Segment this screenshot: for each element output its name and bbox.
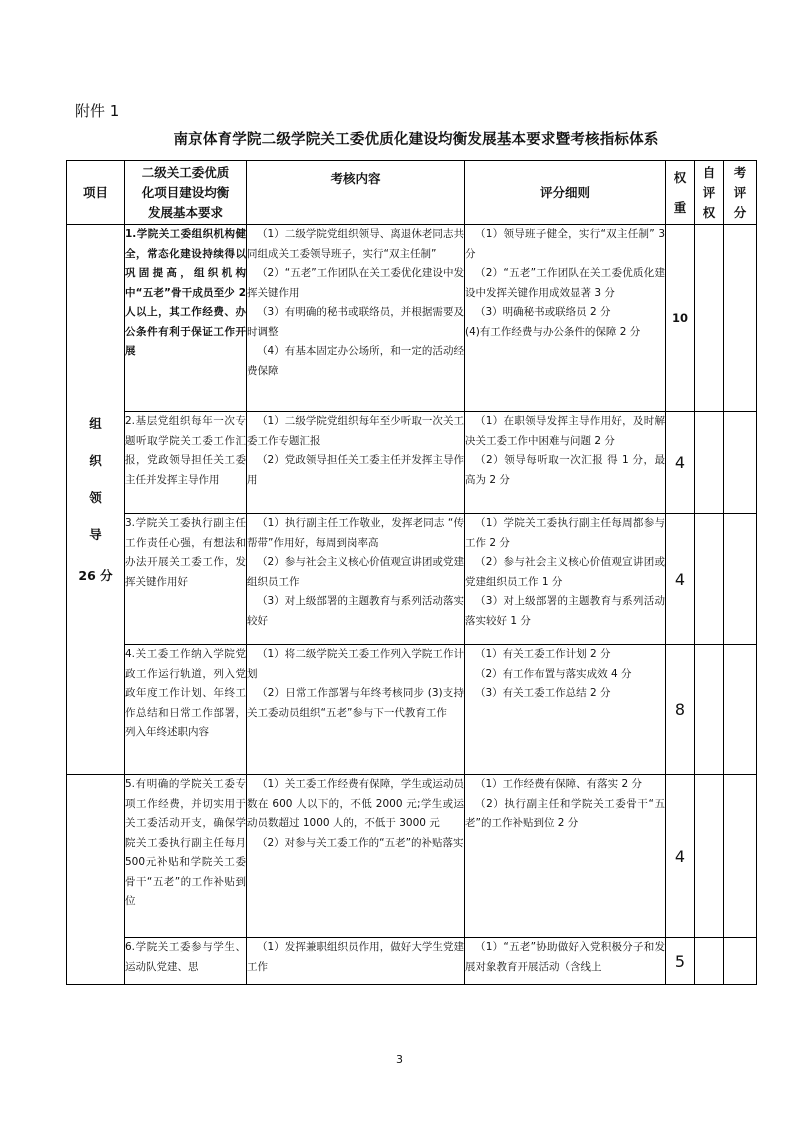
weight-cell: 5 xyxy=(666,938,695,985)
header-row xyxy=(67,161,757,225)
content-cell: （1）二级学院党组织领导、离退休老同志共同组成关工委领导班子，实行“双主任制” （2）“五老”工作团队在关工委优化建设中发挥关键作用 （3）有明确的秘书或联络员，并根据需要及时调整 （4）有基本固定办公场所，和一定的活动经费保障 xyxy=(247,225,465,412)
evaluation-table xyxy=(66,160,757,985)
header-weight: 权 重 xyxy=(666,161,695,225)
self-eval-cell[interactable] xyxy=(695,225,724,412)
page-number: 3 xyxy=(396,1053,403,1066)
weight-cell: 8 xyxy=(666,645,695,775)
table-row xyxy=(67,514,757,645)
eval-score-cell[interactable] xyxy=(724,938,757,985)
header-self-eval: 自 评 权 xyxy=(695,161,724,225)
detail-cell: （1）在职领导发挥主导作用好，及时解决关工委工作中困难与问题 2 分 （2）领导每听取一次汇报 得 1 分，最高为 2 分 xyxy=(465,412,666,514)
detail-cell: （1）工作经费有保障、有落实 2 分 （2）执行副主任和学院关工委骨干“五老”的工作补贴到位 2 分 xyxy=(465,775,666,938)
detail-cell: （1）“五老”协助做好入党积极分子和发展对象教育开展活动（含线上 xyxy=(465,938,666,985)
attachment-label: 附件 1 xyxy=(75,102,120,120)
header-eval-score: 考 评 分 xyxy=(724,161,757,225)
table-row xyxy=(67,775,757,938)
weight-cell: 4 xyxy=(666,775,695,938)
table-row xyxy=(67,938,757,985)
document-title: 南京体育学院二级学院关工委优质化建设均衡发展基本要求暨考核指标体系 xyxy=(173,132,659,148)
eval-score-cell[interactable] xyxy=(724,775,757,938)
eval-score-cell[interactable] xyxy=(724,645,757,775)
weight-cell: 10 xyxy=(666,225,695,412)
content-cell: （1）关工委工作经费有保障，学生或运动员数在 600 人以下的，不低 2000 元;学生或运动员数超过 1000 人的，不低于 3000 元 （2）对参与关工委工作的“五老”的补贴落实 xyxy=(247,775,465,938)
content-cell: （1）执行副主任工作敬业，发挥老同志 “传帮带”作用好，每周到岗率高 （2）参与社会主义核心价值观宣讲团或党建组织员工作 （3）对上级部署的主题教育与系列活动落实较好 xyxy=(247,514,465,645)
self-eval-cell[interactable] xyxy=(695,412,724,514)
table-row xyxy=(67,412,757,514)
content-cell: （1）将二级学院关工委工作列入学院工作计划 （2）日常工作部署与年终考核同步 (3)支持关工委动员组织“五老”参与下一代教育工作 xyxy=(247,645,465,775)
requirement-cell: 2.基层党组织每年一次专题听取学院关工委工作汇报，党政领导担任关工委主任并发挥主导作用 xyxy=(125,412,247,514)
self-eval-cell[interactable] xyxy=(695,514,724,645)
table-row xyxy=(67,645,757,775)
eval-score-cell[interactable] xyxy=(724,514,757,645)
content-cell: （1）二级学院党组织每年至少听取一次关工委工作专题汇报 （2）党政领导担任关工委主任并发挥主导作用 xyxy=(247,412,465,514)
content-cell: （1）发挥兼职组织员作用，做好大学生党建工作 xyxy=(247,938,465,985)
detail-cell: （1）领导班子健全，实行“双主任制” 3 分 （2）“五老”工作团队在关工委优质化建设中发挥关键作用成效显著 3 分 （3）明确秘书或联络员 2 分 (4)有工作经费与办公条件的保障 2 分 xyxy=(465,225,666,412)
header-requirement: 二级关工委优质 化项目建设均衡 发展基本要求 xyxy=(125,161,247,225)
table-row xyxy=(67,225,757,412)
project-cell-empty xyxy=(67,775,125,985)
requirement-cell: 5.有明确的学院关工委专项工作经费，并切实用于关工委活动开支，确保学院关工委执行副主任每月 500元补贴和学院关工委骨干“五老”的工作补贴到位 xyxy=(125,775,247,938)
detail-cell: （1）学院关工委执行副主任每周都参与工作 2 分 （2）参与社会主义核心价值观宣讲团或党建组织员工作 1 分 （3）对上级部署的主题教育与系列活动落实较好 1 分 xyxy=(465,514,666,645)
weight-cell: 4 xyxy=(666,412,695,514)
project-score: 26 分 xyxy=(78,568,113,583)
self-eval-cell[interactable] xyxy=(695,938,724,985)
weight-cell: 4 xyxy=(666,514,695,645)
self-eval-cell[interactable] xyxy=(695,645,724,775)
requirement-cell: 3.学院关工委执行副主任工作责任心强，有想法和办法开展关工委工作，发挥关键作用好 xyxy=(125,514,247,645)
requirement-cell: 1.学院关工委组织机构健全，常态化建设持续得以巩固提高，组织机构中“五老”骨干成员至少 2 人以上，其工作经费、办公条件有利于保证工作开展 xyxy=(125,225,247,412)
requirement-cell: 6.学院关工委参与学生、运动队党建、思 xyxy=(125,938,247,985)
header-detail: 评分细则 xyxy=(465,161,666,225)
project-cell-organization: 组 织 领 导 26 分 xyxy=(67,225,125,775)
requirement-cell: 4.关工委工作纳入学院党政工作运行轨道，列入党政年度工作计划、年终工作总结和日常工作部署，列入年终述职内容 xyxy=(125,645,247,775)
eval-score-cell[interactable] xyxy=(724,412,757,514)
header-content: 考核内容 xyxy=(247,161,465,225)
header-project: 项目 xyxy=(67,161,125,225)
self-eval-cell[interactable] xyxy=(695,775,724,938)
detail-cell: （1）有关工委工作计划 2 分 （2）有工作布置与落实成效 4 分 （3）有关工委工作总结 2 分 xyxy=(465,645,666,775)
eval-score-cell[interactable] xyxy=(724,225,757,412)
